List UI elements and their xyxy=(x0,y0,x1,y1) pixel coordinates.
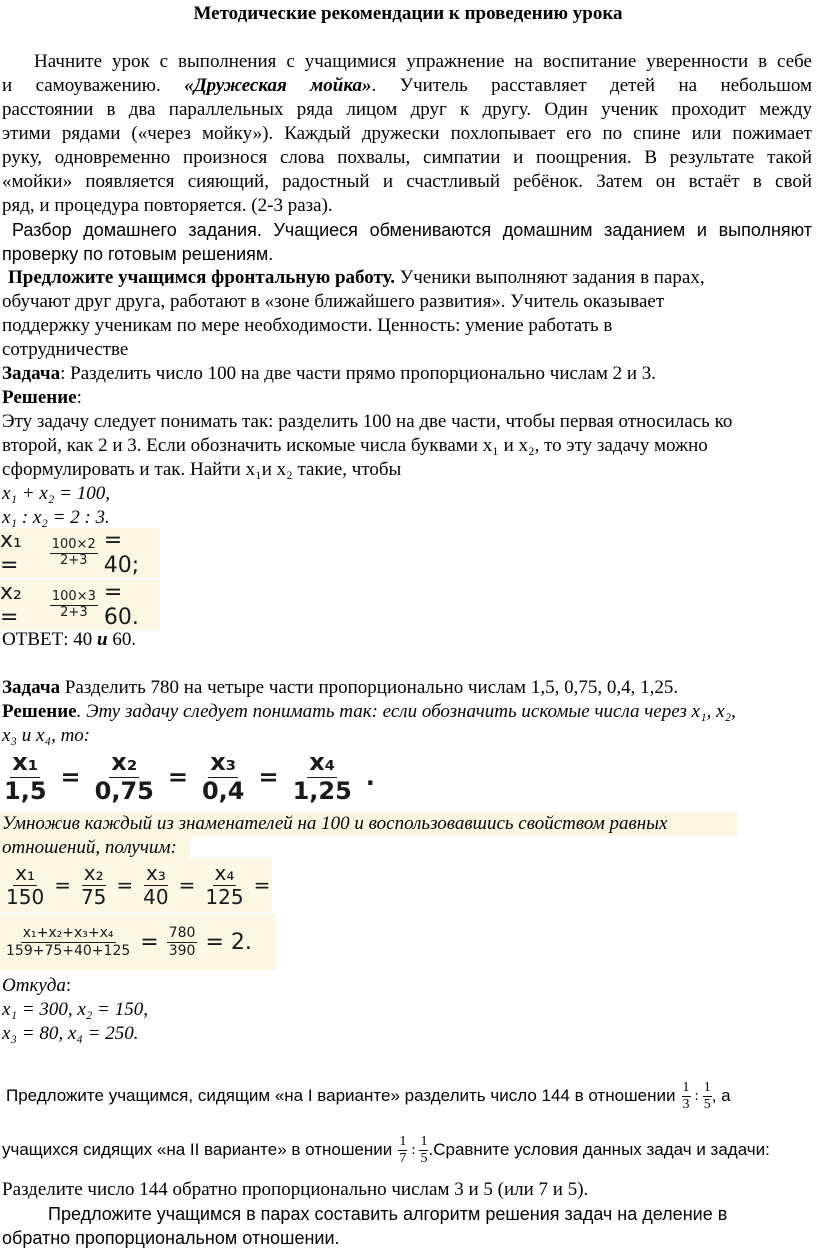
ratio-scaled-numerator: x₃ xyxy=(145,860,166,885)
intro-line-6: «мойки» появляется сияющий, радостный и счастливый ребёнок. Затем он встаёт в свой xyxy=(2,171,812,192)
task-label: Задача xyxy=(2,363,61,384)
ratio-scaled-equals: = xyxy=(116,873,134,897)
ratio-scaled-equals: = xyxy=(178,873,196,897)
homework-line-2: проверку по готовым решениям. xyxy=(2,244,274,264)
page-title: Методические рекомендации к проведению урока xyxy=(193,3,623,24)
task2-multiply-line-1: Умножив каждый из знаменателей на 100 и воспользовавшись свойством равных xyxy=(0,812,738,836)
task2-whence: Откуда: xyxy=(2,975,72,996)
formula-sum-ratio: $\frac{\text{x₁+x₂+x₃+x₄}}{159+75+40+125}$ = $\frac{780}{390}$ = 2. xyxy=(0,914,276,970)
variants-line-2: учащихся сидящих «на II варианте» в отношении 1 7 : 1 5 .Сравните условия данных задач и задачи: xyxy=(2,1133,770,1166)
task2-statement: Задача Разделить 780 на четыре части пропорционально числам 1,5, 0,75, 0,4, 1,25. xyxy=(2,677,679,698)
ratio-decimal-equals: = xyxy=(258,763,279,791)
ratio-decimal-equals: = xyxy=(60,763,81,791)
ratio-scaled-fraction xyxy=(79,862,108,909)
intro-line-4: этими рядами («через мойку»). Каждый дружески похлопывает его по спине или пожимает xyxy=(2,123,812,144)
ratio-decimal-fraction xyxy=(291,749,354,805)
task2-result-line-2: x₃ = 80, x₄ = 250. xyxy=(2,1023,139,1044)
ratio-decimal-fraction xyxy=(200,749,247,805)
frontal-line-1: Предложите учащимся фронтальную работу. Ученики выполняют задания в парах, xyxy=(8,267,705,288)
ratio-scaled-equals: = xyxy=(54,873,71,897)
variants-line-3: Разделите число 144 обратно пропорционально числам 3 и 5 (или 7 и 5). xyxy=(2,1179,589,1200)
frontal-heading: Предложите учащимся фронтальную работу. xyxy=(8,267,395,288)
frontal-line-3: поддержку ученикам по мере необходимости. Ценность: умение работать в xyxy=(2,315,613,336)
intro-line-1: Начните урок с выполнения с учащимися упражнение на воспитание уверенности в себе xyxy=(34,51,812,72)
task2-result-line-1: x₁ = 300, x₂ = 150, xyxy=(2,999,148,1020)
intro-line-3: расстоянии в два параллельных ряда лицом друг к другу. Один ученик проходит между xyxy=(2,99,812,120)
ratio-scaled-denominator: 40 xyxy=(143,884,169,909)
ratio-decimal-equals: . xyxy=(365,763,375,791)
ratio-scaled-fraction xyxy=(203,862,245,909)
ratio-scaled-equals: = xyxy=(253,873,271,897)
task1-solution-line-1: Эту задачу следует понимать так: разделить 100 на две части, чтобы первая относилась ко xyxy=(2,411,733,432)
frontal-line-4: сотрудничестве xyxy=(2,339,129,360)
ratio-scaled-denominator: 75 xyxy=(80,884,107,909)
ratio-scaled-denominator: 150 xyxy=(6,884,45,909)
ratio-scaled-numerator: x₁ xyxy=(15,860,36,885)
ratio-decimal-numerator: x₄ xyxy=(309,747,336,776)
ratio-decimal-denominator: 0,75 xyxy=(94,776,154,805)
ratio-scaled-denominator: 125 xyxy=(205,884,244,909)
task1-equation-sum: x₁ + x₂ = 100, xyxy=(2,483,110,504)
pairs-line-1: Предложите учащимся в парах составить алгоритм решения задач на деление в xyxy=(48,1204,728,1224)
pairs-line-2: обратно пропорциональном отношении. xyxy=(2,1228,340,1248)
formula-ratio-scaled xyxy=(0,858,272,912)
intro-line-7: ряд, и процедура повторяется. (2-3 раза). xyxy=(2,195,333,216)
task1-answer: ОТВЕТ: 40 и 60. xyxy=(2,629,137,650)
task1-solution-line-3: сформулировать и так. Найти x₁и x₂ такие, чтобы xyxy=(2,459,402,480)
task2-solution-line-1: Решение. Эту задачу следует понимать так: если обозначить искомые числа через x₁, x₂, xyxy=(2,701,736,722)
ratio-decimal-numerator: x₂ xyxy=(111,747,138,776)
ratio-decimal-numerator: x₃ xyxy=(210,747,237,776)
task1-statement: Задача: Разделить число 100 на две части прямо пропорционально числам 2 и 3. xyxy=(2,363,657,384)
task2-multiply-line-2: отношений, получим: xyxy=(0,836,190,860)
ratio-decimal-equals: = xyxy=(167,763,188,791)
task2-solution-line-2: x₃ и x₄, то: xyxy=(2,725,91,746)
frontal-line-2: обучают друг друга, работают в «зоне ближайшего развития». Учитель оказывает xyxy=(2,291,665,312)
ratio-decimal-denominator: 0,4 xyxy=(201,776,245,805)
intro-line-2: и самоуважению. «Дружеская мойка». Учитель расставляет детей на небольшом xyxy=(2,75,812,96)
task1-solution-label: Решение: xyxy=(2,387,82,408)
ratio-scaled-numerator: x₂ xyxy=(83,860,104,885)
ratio-scaled-fraction xyxy=(4,862,46,909)
ratio-decimal-numerator: x₁ xyxy=(12,747,39,776)
ratio-decimal-fraction xyxy=(93,749,156,805)
formula-ratio-decimal xyxy=(2,748,375,806)
ratio-decimal-denominator: 1,5 xyxy=(4,776,47,805)
intro-line-5: руку, одновременно произнося слова похвалы, симпатии и поощрения. В результате такой xyxy=(2,147,812,168)
ratio-decimal-fraction xyxy=(2,749,49,805)
ratio-scaled-numerator: x₄ xyxy=(214,860,235,885)
task1-solution-line-2: второй, как 2 и 3. Если обозначить искомые числа буквами x₁ и x₂, то эту задачу можно xyxy=(2,435,708,456)
task1-equation-ratio: x₁ : x₂ = 2 : 3. xyxy=(2,507,110,528)
exercise-name: «Дружеская мойка» xyxy=(184,75,372,96)
homework-line-1: Разбор домашнего задания. Учащиеся обмениваются домашним заданием и выполняют xyxy=(12,220,812,240)
variants-line-1: Предложите учащимся, сидящим «на I варианте» разделить число 144 в отношении 1 3 : 1 5 , а xyxy=(6,1079,731,1112)
formula-x1: x₁ = $\frac{100\times 2}{2+3}$ = 40; xyxy=(0,528,160,578)
ratio-scaled-fraction xyxy=(141,862,170,909)
formula-x2: x₂ = $\frac{100\times 3}{2+3}$ = 60. xyxy=(0,580,160,630)
ratio-decimal-denominator: 1,25 xyxy=(292,776,352,805)
